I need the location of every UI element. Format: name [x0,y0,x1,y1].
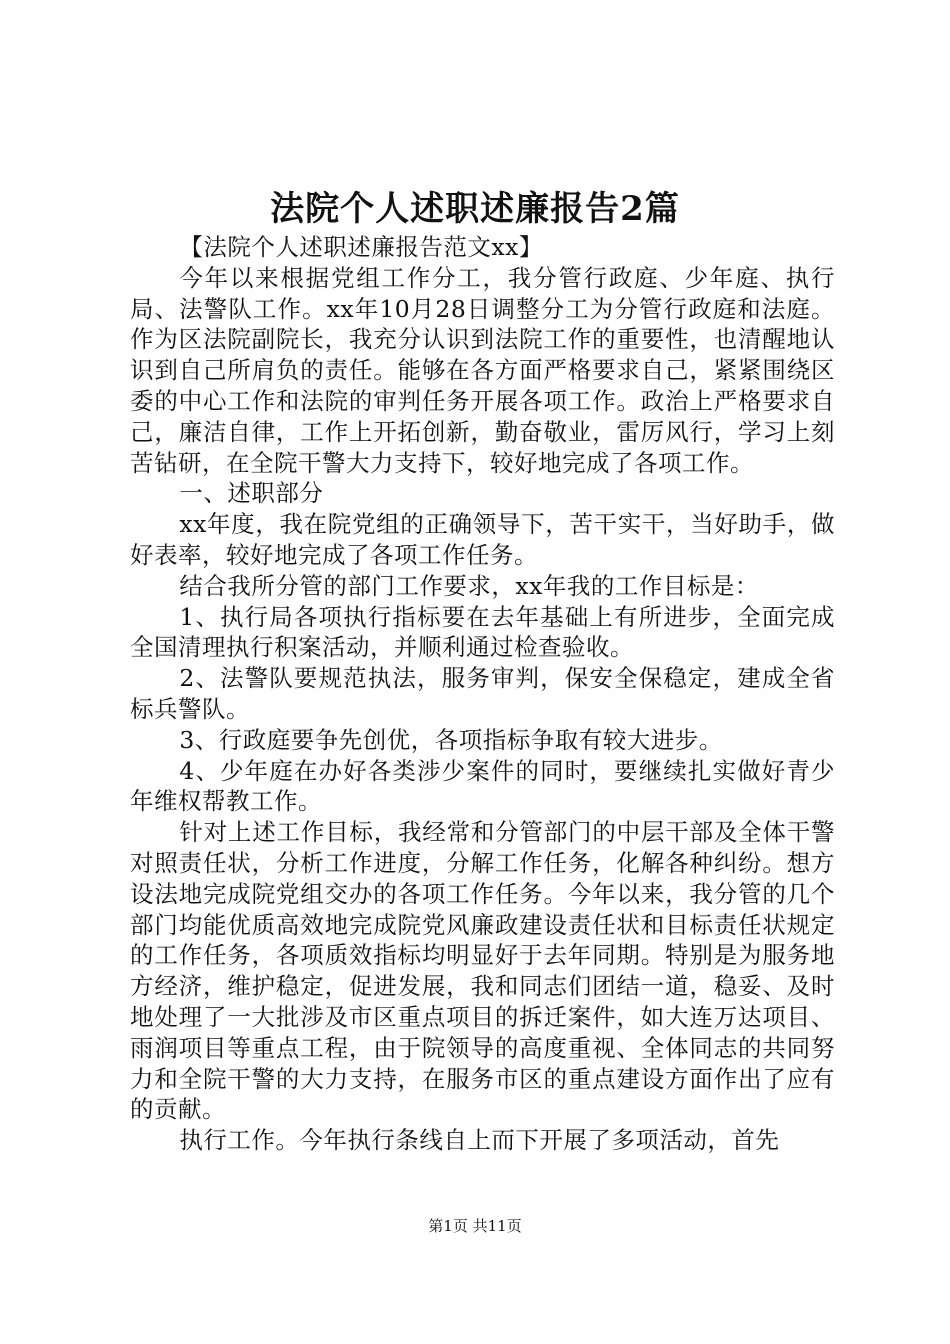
paragraph: 结合我所分管的部门工作要求，xx年我的工作目标是： [179,571,759,600]
list-item: 1、执行局各项执行指标要在去年基础上有所进步，全面完成全国清理执行积案活动，并顺利通过检查验收。 [130,602,835,662]
page-footer: 第1页 共11页 [428,1217,522,1235]
paragraph: xx年度，我在院党组的正确领导下，苦干实干，当好助手，做好表率，较好地完成了各项工作任务。 [130,510,835,569]
paragraph: 【法院个人述职述廉报告范文xx】 [179,233,543,261]
document-title: 法院个人述职述廉报告2篇 [270,189,680,229]
list-item: 4、少年庭在办好各类涉少案件的同时，要继续扎实做好青少年维权帮教工作。 [130,756,835,816]
section-heading: 一、述职部分 [179,479,324,508]
list-item: 3、行政庭要争先创优，各项指标争取有较大进步。 [179,725,723,754]
list-item: 2、法警队要规范执法，服务审判，保安全保稳定，建成全省标兵警队。 [130,664,835,723]
paragraph: 执行工作。今年执行条线自上而下开展了多项活动，首先 [179,1126,780,1155]
document-body [130,232,835,1156]
paragraph: 针对上述工作目标，我经常和分管部门的中层干部及全体干警对照责任状，分析工作进度，分解工作任务，化解各种纠纷。想方设法地完成院党组交办的各项工作任务。今年以来，我分管的几个部门均能优质高效地完成院党风廉政建设责任状和目标责任状规定的工作任务，各项质效指标均明显好于去年同期。特别是为服务地方经济，维护稳定，促进发展，我和同志们团结一道，稳妥、及时地处理了一大批涉及市区重点项目的拆迁案件，如大连万达项目、雨润项目等重点工程，由于院领导的高度重视、全体同志的共同努力和全院干警的大力支持，在服务市区的重点建设方面作出了应有的贡献。 [130,818,835,1124]
paragraph: 今年以来根据党组工作分工，我分管行政庭、少年庭、执行局、法警队工作。xx年10月28日调整分工为分管行政庭和法庭。作为区法院副院长，我充分认识到法院工作的重要性，也清醒地认识到自己所肩负的责任。能够在各方面严格要求自己，紧紧围绕区委的中心工作和法院的审判任务开展各项工作。政治上严格要求自己，廉洁自律，工作上开拓创新，勤奋敬业，雷厉风行，学习上刻苦钻研，在全院干警大力支持下，较好地完成了各项工作。 [130,263,835,477]
